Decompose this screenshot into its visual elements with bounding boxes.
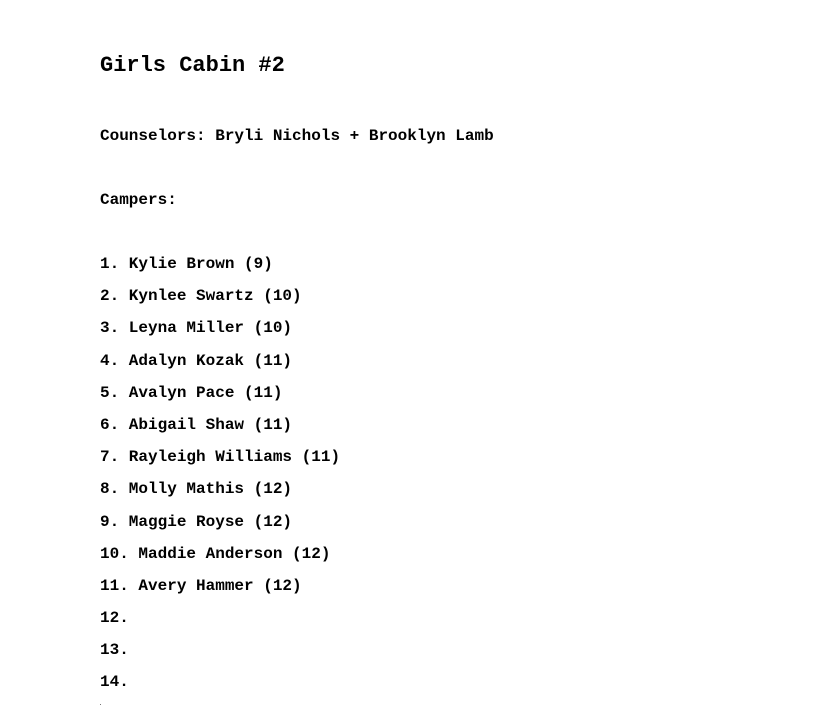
camper-item: 7. Rayleigh Williams (11): [100, 448, 341, 467]
camper-item: 9. Maggie Royse (12): [100, 512, 293, 531]
camper-item: 6. Abigail Shaw (11): [100, 415, 293, 434]
camper-item: 1. Kylie Brown (9): [100, 255, 273, 273]
camper-item: 2. Kynlee Swartz (10): [100, 287, 302, 306]
campers-label: Campers:: [100, 191, 177, 209]
document-title: Girls Cabin #2: [100, 53, 285, 78]
camper-item: 3. Leyna Miller (10): [100, 319, 293, 338]
camper-item: 12.: [100, 609, 129, 628]
camper-item: 11. Avery Hammer (12): [100, 576, 302, 595]
camper-item: 10. Maddie Anderson (12): [100, 544, 331, 563]
counselors-line: Counselors: Bryli Nichols + Brooklyn Lamb: [100, 127, 494, 145]
camper-item: 5. Avalyn Pace (11): [100, 383, 283, 402]
camper-item: 14.: [100, 673, 129, 692]
camper-list: [100, 254, 340, 705]
camper-item: 13.: [100, 641, 129, 660]
camper-item: 4. Adalyn Kozak (11): [100, 351, 293, 370]
camper-item: 8. Molly Mathis (12): [100, 480, 293, 499]
page-speck: [100, 704, 101, 705]
